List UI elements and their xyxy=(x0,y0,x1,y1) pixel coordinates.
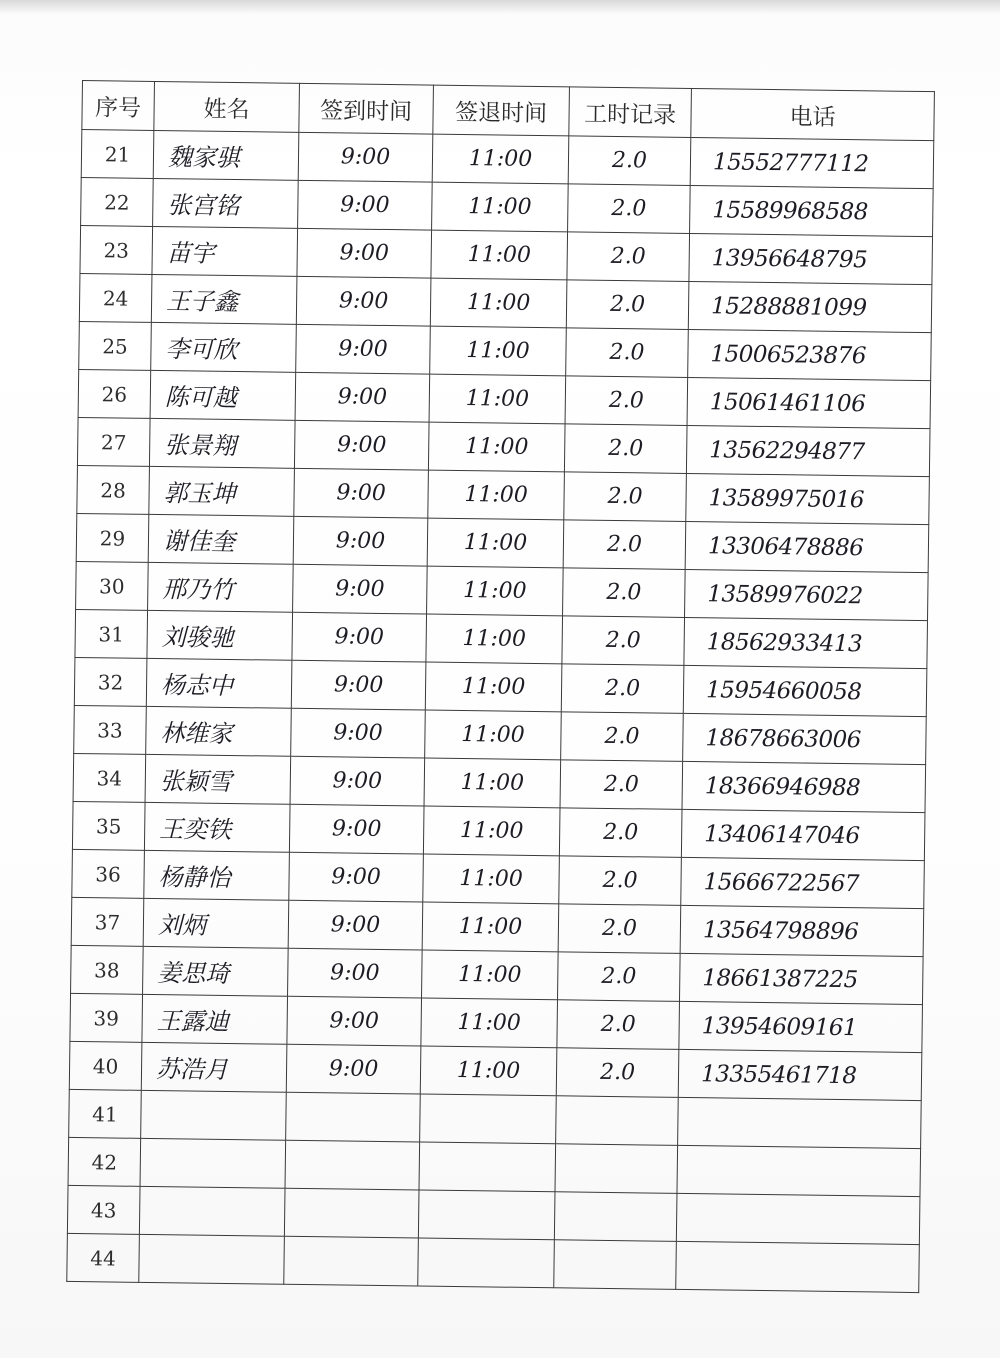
row-name: 苗宇 xyxy=(152,226,298,276)
row-sign-out-time: 11:00 xyxy=(429,374,566,424)
row-name: 魏家骐 xyxy=(153,130,299,180)
row-hours: 2.0 xyxy=(564,424,687,474)
sign-in-table xyxy=(66,80,935,1293)
row-sign-in-time: 9:00 xyxy=(290,756,425,806)
row-hours xyxy=(555,1144,678,1194)
row-phone: 18661387225 xyxy=(679,953,923,1004)
row-phone: 13355461718 xyxy=(678,1049,922,1100)
table-row xyxy=(67,1233,920,1292)
row-sign-out-time: 11:00 xyxy=(423,854,560,904)
header-hours: 工时记录 xyxy=(569,87,692,138)
row-sign-in-time: 9:00 xyxy=(291,708,426,758)
row-phone: 18562933413 xyxy=(684,617,928,668)
row-name: 刘炳 xyxy=(143,898,289,948)
row-seq: 44 xyxy=(67,1233,140,1282)
row-seq: 30 xyxy=(76,561,149,610)
row-phone: 13306478886 xyxy=(685,521,929,572)
row-hours xyxy=(554,1240,677,1290)
row-sign-out-time: 11:00 xyxy=(428,470,565,520)
header-name: 姓名 xyxy=(154,81,300,132)
row-sign-in-time: 9:00 xyxy=(288,900,423,950)
row-seq: 28 xyxy=(77,465,150,514)
row-sign-out-time: 11:00 xyxy=(422,950,559,1000)
row-sign-in-time: 9:00 xyxy=(293,516,428,566)
row-name: 陈可越 xyxy=(150,370,296,420)
row-seq: 22 xyxy=(81,177,154,226)
row-name xyxy=(140,1138,286,1188)
row-seq: 35 xyxy=(72,801,145,850)
row-seq: 36 xyxy=(72,849,145,898)
row-phone: 15061461106 xyxy=(687,377,931,428)
sign-in-table-container xyxy=(66,80,944,1315)
row-sign-out-time: 11:00 xyxy=(430,278,567,328)
row-name: 张景翔 xyxy=(149,418,295,468)
row-seq: 31 xyxy=(75,609,148,658)
row-sign-in-time: 9:00 xyxy=(293,564,428,614)
row-sign-out-time: 11:00 xyxy=(428,422,565,472)
row-sign-out-time: 11:00 xyxy=(426,614,563,664)
row-sign-in-time: 9:00 xyxy=(289,852,424,902)
row-sign-out-time: 11:00 xyxy=(427,566,564,616)
row-phone: 15666722567 xyxy=(681,857,925,908)
row-sign-in-time: 9:00 xyxy=(294,420,429,470)
row-hours: 2.0 xyxy=(559,808,682,858)
row-seq: 37 xyxy=(71,897,144,946)
row-sign-out-time: 11:00 xyxy=(431,230,568,280)
row-sign-in-time: 9:00 xyxy=(296,276,431,326)
row-seq: 25 xyxy=(79,321,152,370)
row-sign-out-time: 11:00 xyxy=(425,710,562,760)
row-sign-in-time: 9:00 xyxy=(289,804,424,854)
row-seq: 39 xyxy=(70,993,143,1042)
row-seq: 27 xyxy=(77,417,150,466)
row-hours: 2.0 xyxy=(560,760,683,810)
row-sign-in-time xyxy=(284,1188,419,1238)
row-hours: 2.0 xyxy=(563,568,686,618)
row-seq: 43 xyxy=(67,1185,140,1234)
row-name xyxy=(141,1090,287,1140)
row-sign-out-time: 11:00 xyxy=(427,518,564,568)
row-phone: 15552777112 xyxy=(690,137,934,188)
row-sign-in-time: 9:00 xyxy=(298,180,433,230)
row-hours: 2.0 xyxy=(562,616,685,666)
row-phone: 13589976022 xyxy=(685,569,929,620)
row-hours: 2.0 xyxy=(568,136,691,186)
row-sign-out-time: 11:00 xyxy=(432,182,569,232)
row-phone: 15589968588 xyxy=(690,185,934,236)
row-sign-out-time xyxy=(420,1094,557,1144)
row-hours: 2.0 xyxy=(561,664,684,714)
row-phone xyxy=(676,1193,920,1244)
row-sign-out-time: 11:00 xyxy=(420,1046,557,1096)
row-hours: 2.0 xyxy=(558,952,681,1002)
row-seq: 34 xyxy=(73,753,146,802)
row-name: 杨静怡 xyxy=(144,850,290,900)
row-hours: 2.0 xyxy=(566,280,689,330)
row-sign-out-time xyxy=(418,1238,555,1288)
row-name: 林维家 xyxy=(146,706,292,756)
row-sign-out-time: 11:00 xyxy=(422,902,559,952)
row-sign-in-time: 9:00 xyxy=(294,468,429,518)
row-sign-in-time: 9:00 xyxy=(288,948,423,998)
row-hours: 2.0 xyxy=(568,184,691,234)
row-hours xyxy=(556,1096,679,1146)
row-seq: 32 xyxy=(74,657,147,706)
row-name: 王子鑫 xyxy=(151,274,297,324)
row-sign-in-time: 9:00 xyxy=(287,996,422,1046)
row-name: 郭玉坤 xyxy=(149,466,295,516)
row-phone: 15954660058 xyxy=(683,665,927,716)
row-phone: 18678663006 xyxy=(683,713,927,764)
row-sign-in-time: 9:00 xyxy=(297,228,432,278)
row-name xyxy=(139,1186,285,1236)
row-sign-out-time: 11:00 xyxy=(423,806,560,856)
row-sign-in-time: 9:00 xyxy=(296,324,431,374)
row-hours xyxy=(554,1192,677,1242)
row-seq: 26 xyxy=(78,369,151,418)
row-phone: 13406147046 xyxy=(681,809,925,860)
row-hours: 2.0 xyxy=(563,520,686,570)
row-phone: 15006523876 xyxy=(688,329,932,380)
row-seq: 29 xyxy=(76,513,149,562)
row-sign-in-time: 9:00 xyxy=(292,612,427,662)
row-name: 姜思琦 xyxy=(143,946,289,996)
row-sign-in-time: 9:00 xyxy=(291,660,426,710)
row-sign-out-time xyxy=(418,1190,555,1240)
row-hours: 2.0 xyxy=(561,712,684,762)
row-phone xyxy=(678,1097,922,1148)
row-phone: 13562294877 xyxy=(686,425,930,476)
row-hours: 2.0 xyxy=(559,856,682,906)
row-sign-out-time: 11:00 xyxy=(430,326,567,376)
header-sign-in: 签到时间 xyxy=(299,83,434,134)
row-phone: 13954609161 xyxy=(679,1001,923,1052)
row-seq: 21 xyxy=(81,130,154,179)
row-seq: 42 xyxy=(68,1137,141,1186)
row-sign-out-time: 11:00 xyxy=(424,758,561,808)
row-hours: 2.0 xyxy=(567,232,690,282)
row-seq: 23 xyxy=(80,225,153,274)
row-seq: 40 xyxy=(69,1041,142,1090)
row-sign-in-time xyxy=(285,1140,420,1190)
row-sign-out-time xyxy=(419,1142,556,1192)
row-name: 邢乃竹 xyxy=(148,562,294,612)
row-name: 谢佳奎 xyxy=(148,514,294,564)
row-phone: 13589975016 xyxy=(686,473,930,524)
row-name: 王露迪 xyxy=(142,994,288,1044)
row-name: 张颖雪 xyxy=(145,754,291,804)
row-seq: 33 xyxy=(74,705,147,754)
row-hours: 2.0 xyxy=(565,376,688,426)
row-sign-in-time xyxy=(284,1236,419,1286)
row-phone: 13956648795 xyxy=(689,233,933,284)
header-sign-out: 签退时间 xyxy=(433,85,570,136)
row-hours: 2.0 xyxy=(564,472,687,522)
row-phone: 18366946988 xyxy=(682,761,926,812)
row-hours: 2.0 xyxy=(558,904,681,954)
row-name: 苏浩月 xyxy=(141,1042,287,1092)
row-name: 杨志中 xyxy=(146,658,292,708)
row-seq: 38 xyxy=(71,945,144,994)
row-sign-in-time: 9:00 xyxy=(295,372,430,422)
row-sign-in-time: 9:00 xyxy=(286,1044,421,1094)
row-hours: 2.0 xyxy=(557,1000,680,1050)
row-name: 刘骏驰 xyxy=(147,610,293,660)
row-phone: 15288881099 xyxy=(688,281,932,332)
row-name: 李可欣 xyxy=(151,322,297,372)
row-hours: 2.0 xyxy=(566,328,689,378)
row-sign-out-time: 11:00 xyxy=(425,662,562,712)
row-seq: 24 xyxy=(79,273,152,322)
row-sign-in-time: 9:00 xyxy=(298,132,433,182)
row-name: 张宫铭 xyxy=(153,178,299,228)
row-phone: 13564798896 xyxy=(680,905,924,956)
row-hours: 2.0 xyxy=(556,1048,679,1098)
row-sign-out-time: 11:00 xyxy=(432,134,569,184)
row-name xyxy=(139,1234,285,1284)
row-phone xyxy=(677,1145,921,1196)
header-phone: 电话 xyxy=(691,88,935,140)
row-phone xyxy=(676,1241,920,1292)
row-name: 王奕铁 xyxy=(144,802,290,852)
row-seq: 41 xyxy=(69,1089,142,1138)
row-sign-out-time: 11:00 xyxy=(421,998,558,1048)
header-seq: 序号 xyxy=(82,81,155,131)
scan-shadow xyxy=(0,0,1000,14)
row-sign-in-time xyxy=(286,1092,421,1142)
